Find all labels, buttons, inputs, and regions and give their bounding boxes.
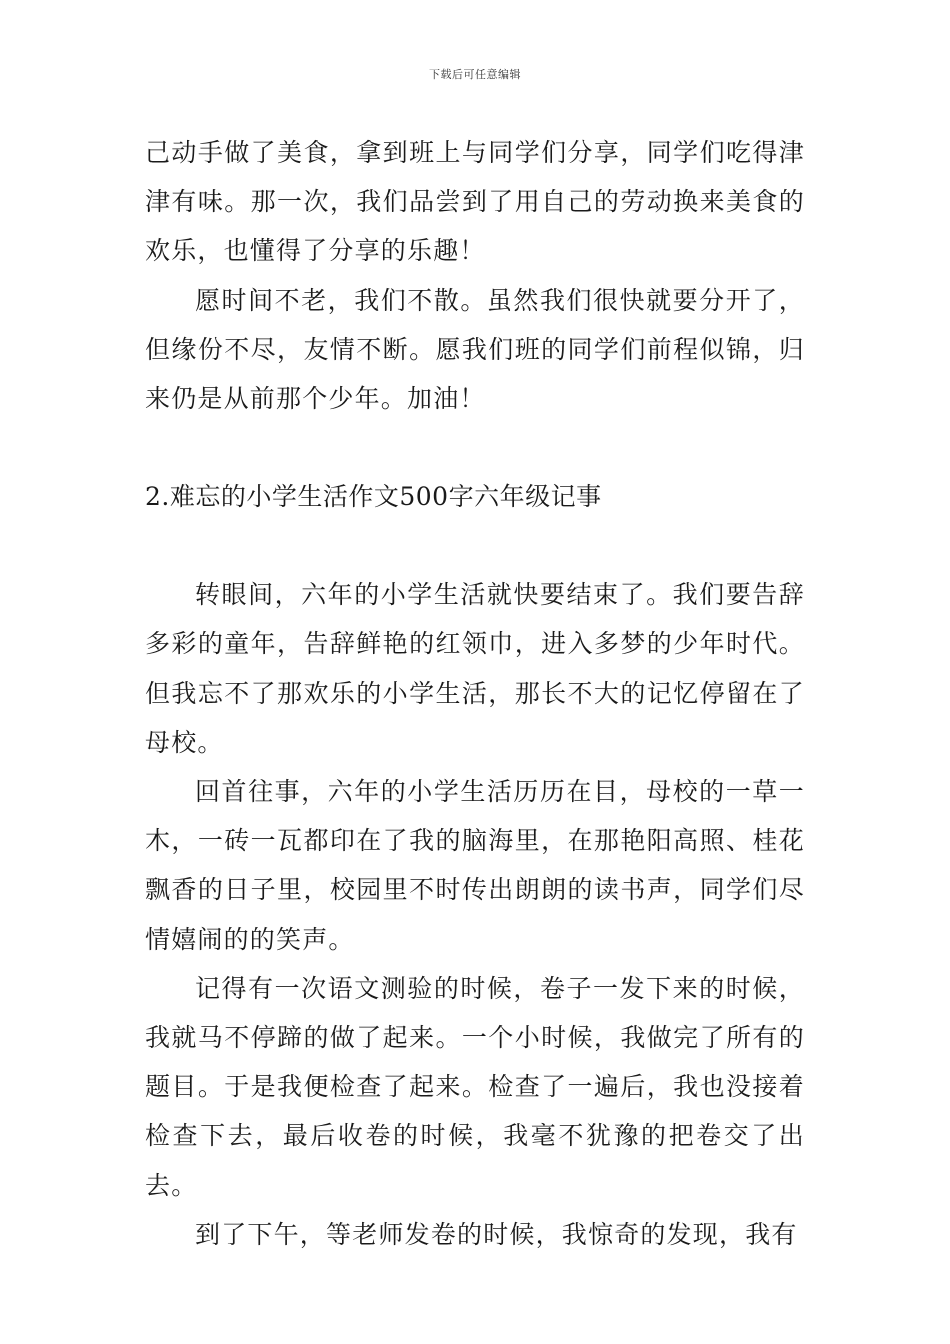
spacer	[145, 521, 805, 570]
paragraph: 记得有一次语文测验的时候，卷子一发下来的时候，我就马不停蹄的做了起来。一个小时候，我做完了所有的题目。于是我便检查了起来。检查了一遍后，我也没接着检查下去，最后收卷的时候，我毫不犹豫的把卷交了出去。	[145, 973, 805, 1200]
paragraph: 到了下午，等老师发卷的时候，我惊奇的发现，我有	[195, 1219, 798, 1249]
paragraph: 转眼间，六年的小学生活就快要结束了。我们要告辞多彩的童年，告辞鲜艳的红领巾，进入多梦的少年时代。但我忘不了那欢乐的小学生活，那长不大的记忆停留在了母校。	[145, 580, 805, 757]
spacer	[145, 423, 805, 472]
section-title: 2.难忘的小学生活作文500字六年级记事	[145, 482, 602, 512]
header-note: 下载后可任意编辑	[429, 68, 521, 81]
paragraph-continuation: 己动手做了美食，拿到班上与同学们分享，同学们吃得津津有味。那一次，我们品尝到了用自己的劳动换来美食的欢乐，也懂得了分享的乐趣！	[145, 138, 805, 266]
paragraph: 愿时间不老，我们不散。虽然我们很快就要分开了，但缘份不尽，友情不断。愿我们班的同学们前程似锦，归来仍是从前那个少年。加油！	[145, 285, 805, 414]
paragraph: 回首往事，六年的小学生活历历在目，母校的一草一木，一砖一瓦都印在了我的脑海里，在那艳阳高照、桂花飘香的日子里，校园里不时传出朗朗的读书声，同学们尽情嬉闹的的笑声。	[145, 777, 805, 954]
article-body	[145, 128, 805, 1259]
